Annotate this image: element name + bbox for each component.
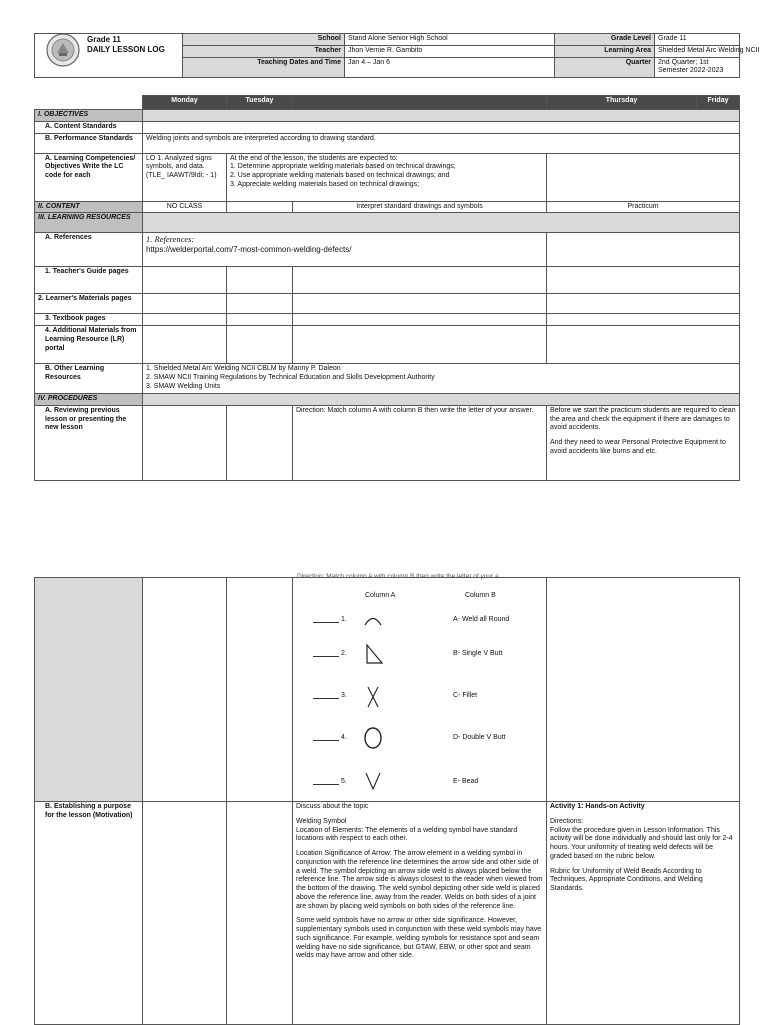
grade-title: Grade 11 bbox=[87, 35, 121, 44]
textbook-label: 3. Textbook pages bbox=[35, 314, 143, 326]
thursday-review: Before we start the practicum students are required to clean the area and check the equipment if there are damages to avoid accidents. And they need to wear Personal Protective Equipment to avoid accidents like burns and etc. bbox=[547, 405, 740, 480]
column-a-header: Column A bbox=[365, 592, 396, 599]
page2-table bbox=[34, 573, 740, 1025]
double-v-butt-icon bbox=[367, 686, 379, 708]
quarter-label: Quarter bbox=[555, 57, 655, 78]
cut-direction-text: Direction: Match column A with column B then write the letter of your a bbox=[297, 573, 499, 580]
objectives-heading: I. OBJECTIVES bbox=[35, 110, 143, 122]
other-resources-list: 1. Shielded Metal Arc Welding NCII CBLM by Manny P. Daleon 2. SMAW NCII Training Regulations by Technical Education and Skills Development Authority 3. SMAW Welding Units bbox=[143, 364, 740, 394]
reference-url[interactable]: https://welderportal.com/7-most-common-welding-defects/ bbox=[146, 244, 352, 254]
learners-materials-label: 2. Learner's Materials pages bbox=[35, 294, 143, 314]
dates-label: Teaching Dates and Time bbox=[183, 57, 345, 78]
content-heading: II. CONTENT bbox=[35, 201, 143, 213]
teacher-value: Jhon Vernie R. Gambito bbox=[345, 45, 555, 57]
answer-blank[interactable] bbox=[313, 622, 339, 623]
other-resources-label: B. Other Learning Resources bbox=[35, 364, 143, 394]
welding-symbol-discussion: Discuss about the topic Welding Symbol Location of Elements: The elements of a welding symbol have standard locations with respect to each other. Location Significance of Arrow: The arrow element in a welding symbol in conjunction with the reference line determines the arrow side and other side of a weld. The symbol depicting an arrow side weld is always placed below the reference line. The arrow side is always closest to the reader when viewed from the bottom of the drawing. The weld symbol depicting other side weld is placed above the reference line, away from the reader. Welds on both sides of a joint are shown by placing weld symbols on both sides of the reference line. Some weld symbols have no arrow or other side significance. However, supplementary symbols used in conjunction with these weld symbols may have such significance. For example, welding symbols for resistance spot and seam welding have no side significance, but GTAW, EBW, or other spot and seam welds may have arrow and other side. bbox=[293, 802, 547, 1025]
hands-on-activity: Activity 1: Hands-on Activity Directions: Follow the procedure given in Lesson Information. This activity will be done individually and should last only for 2-4 hours. Your uniformity of treating weld defects will be graded based on the rubric below. Rubric for Uniformity of Weld Beads According to Techniques, Appropriate Conditions, and Welding Standards. bbox=[547, 802, 740, 1025]
column-b-header: Column B bbox=[465, 592, 496, 599]
school-label: School bbox=[183, 34, 345, 46]
direction-text: Direction: Match column A with column B then write the letter of your answer. bbox=[293, 405, 547, 480]
match-item: 3. C- Fillet bbox=[293, 682, 533, 708]
answer-blank[interactable] bbox=[313, 784, 339, 785]
answer-blank[interactable] bbox=[313, 656, 339, 657]
learning-area-value: Shielded Metal Arc Welding NCII bbox=[655, 45, 740, 57]
references-label: A. References bbox=[35, 233, 143, 267]
match-item: 1. A- Weld all Round bbox=[293, 606, 533, 632]
quarter-value: 2nd Quarter; 1st Semester 2022-2023 bbox=[655, 57, 740, 78]
references-sub-label: 1. References: bbox=[146, 234, 195, 245]
learning-area-label: Learning Area bbox=[555, 45, 655, 57]
weld-all-round-arc-icon bbox=[363, 612, 383, 626]
no-class: NO CLASS bbox=[143, 201, 227, 213]
single-v-butt-icon bbox=[365, 772, 381, 790]
additional-materials-label: 4. Additional Materials from Learning Resource (LR) portal bbox=[35, 326, 143, 364]
day-tuesday: Tuesday bbox=[227, 96, 293, 110]
fillet-triangle-icon bbox=[365, 644, 383, 664]
grade-level-label: Grade Level bbox=[555, 34, 655, 46]
day-wednesday bbox=[293, 96, 547, 110]
competencies-label: A. Learning Competencies/ Objectives Write the LC code for each bbox=[35, 153, 143, 201]
answer-blank[interactable] bbox=[313, 740, 339, 741]
answer-blank[interactable] bbox=[313, 698, 339, 699]
day-monday: Monday bbox=[143, 96, 227, 110]
teachers-guide-label: 1. Teacher's Guide pages bbox=[35, 267, 143, 294]
content-wednesday: Interpret standard drawings and symbols bbox=[293, 201, 547, 213]
weld-all-round-circle-icon bbox=[363, 726, 383, 750]
match-item: 4. D- Double V Butt bbox=[293, 724, 533, 750]
day-thursday: Thursday bbox=[547, 96, 697, 110]
match-item: 5. E- Bead bbox=[293, 768, 533, 794]
establishing-purpose-label: B. Establishing a purpose for the lesson (Motivation) bbox=[35, 802, 143, 1025]
day-friday: Friday bbox=[697, 96, 740, 110]
performance-standards-label: B. Performance Standards bbox=[35, 133, 143, 153]
school-value: Stand Alone Senior High School bbox=[345, 34, 555, 46]
match-item: 2. B- Single V Butt bbox=[293, 640, 533, 666]
content-standards-label: A. Content Standards bbox=[35, 121, 143, 133]
lesson-log-table bbox=[34, 95, 740, 481]
performance-standards-text: Welding joints and symbols are interpreted according to drawing standard. bbox=[143, 133, 740, 153]
dates-value: Jan 4 – Jan 6 bbox=[345, 57, 555, 78]
resources-heading: III. LEARNING RESOURCES bbox=[35, 213, 143, 233]
content-thursday: Practicum bbox=[547, 201, 740, 213]
lc-tuesday: At the end of the lesson, the students are expected to: 1. Determine appropriate welding materials based on technical drawings; 2. Use appropriate welding materials based on technical drawings; and 3. Appreciate welding materials based on technical drawings; bbox=[227, 153, 547, 201]
doc-title: DAILY LESSON LOG bbox=[87, 45, 165, 54]
matching-exercise bbox=[293, 573, 547, 802]
lc-monday: LO 1. Analyzed signs symbols, and data. (TLE_ IAAWT/9Idi; - 1) bbox=[143, 153, 227, 201]
grade-level-value: Grade 11 bbox=[655, 34, 740, 46]
teacher-label: Teacher bbox=[183, 45, 345, 57]
procedures-heading: IV. PROCEDURES bbox=[35, 394, 143, 406]
reviewing-label: A. Reviewing previous lesson or presenting the new lesson bbox=[35, 405, 143, 480]
header-table bbox=[34, 33, 760, 78]
references-content bbox=[143, 233, 547, 267]
